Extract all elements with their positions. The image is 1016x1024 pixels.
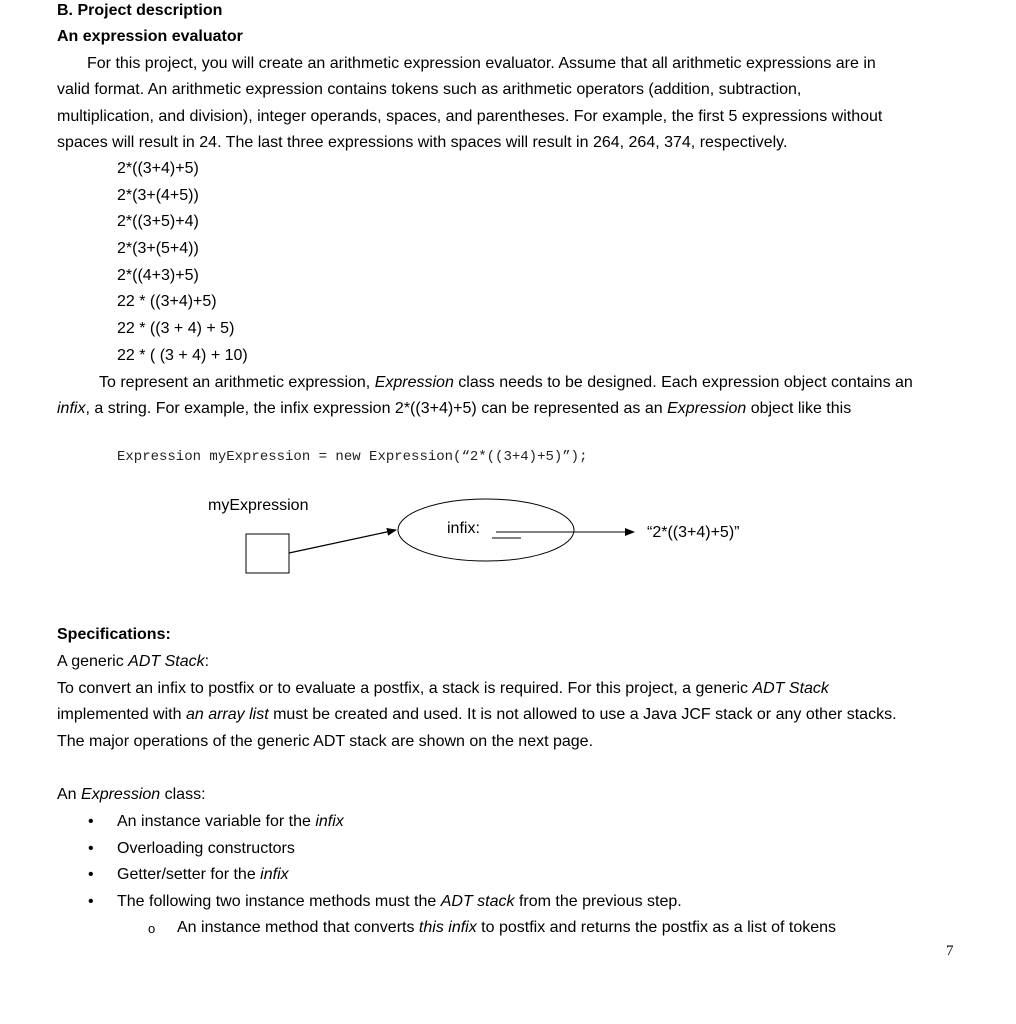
specifications-heading: Specifications: xyxy=(57,626,171,643)
reference-arrow xyxy=(289,530,396,553)
infix-value: “2*((3+4)+5)” xyxy=(647,524,740,541)
specs-line-2: implemented with an array list must be created and used. It is not allowed to use a Java JCF stack or any other stacks. xyxy=(57,706,897,723)
list-item: The following two instance methods must the ADT stack from the previous step. xyxy=(117,893,682,910)
bullet-icon: • xyxy=(88,840,94,857)
intro-line-4: spaces will result in 24. The last three expressions with spaces will result in 264, 264, 374, respectively. xyxy=(57,134,788,151)
represent-line-2: infix, a string. For example, the infix expression 2*((3+4)+5) can be represented as an Expression object like this xyxy=(57,400,852,417)
intro-line-3: multiplication, and division), integer operands, spaces, and parentheses. For example, the first 5 expressions without xyxy=(57,108,883,125)
variable-label: myExpression xyxy=(208,497,309,514)
list-item: An instance variable for the infix xyxy=(117,813,344,830)
intro-line-1: For this project, you will create an arithmetic expression evaluator. Assume that all arithmetic expressions are in xyxy=(87,55,876,72)
field-label: infix: xyxy=(447,520,480,537)
expression-item: 22 * ((3 + 4) + 5) xyxy=(117,320,235,337)
reference-box xyxy=(246,534,289,573)
expression-item: 2*((3+5)+4) xyxy=(117,213,199,230)
expression-item: 2*(3+(5+4)) xyxy=(117,240,199,257)
bullet-icon: • xyxy=(88,893,94,910)
subtitle: An expression evaluator xyxy=(57,28,243,45)
bullet-icon: • xyxy=(88,813,94,830)
adt-stack-heading: A generic ADT Stack: xyxy=(57,653,210,670)
object-ellipse xyxy=(398,499,574,561)
bullet-icon: • xyxy=(88,866,94,883)
intro-line-2: valid format. An arithmetic expression contains tokens such as arithmetic operators (addition, subtraction, xyxy=(57,81,802,98)
specs-line-1: To convert an infix to postfix or to evaluate a postfix, a stack is required. For this project, a generic ADT Stack xyxy=(57,680,829,697)
list-item: Overloading constructors xyxy=(117,840,295,857)
expression-class-heading: An Expression class: xyxy=(57,786,206,803)
specs-line-3: The major operations of the generic ADT stack are shown on the next page. xyxy=(57,733,594,750)
code-example: Expression myExpression = new Expression(“2*((3+4)+5)”); xyxy=(117,449,588,465)
expression-item: 2*(3+(4+5)) xyxy=(117,187,199,204)
list-item: Getter/setter for the infix xyxy=(117,866,289,883)
page-number: 7 xyxy=(946,943,954,959)
circle-bullet-icon: o xyxy=(148,921,156,936)
expression-item: 2*((4+3)+5) xyxy=(117,267,199,284)
represent-line-1: To represent an arithmetic expression, Expression class needs to be designed. Each expression object contains an xyxy=(99,374,913,391)
expression-item: 22 * ((3+4)+5) xyxy=(117,293,217,310)
sub-list-item: An instance method that converts this infix to postfix and returns the postfix as a list of tokens xyxy=(177,919,837,936)
expression-item: 2*((3+4)+5) xyxy=(117,160,199,177)
section-title: B. Project description xyxy=(57,2,223,19)
expression-item: 22 * ( (3 + 4) + 10) xyxy=(117,347,248,364)
